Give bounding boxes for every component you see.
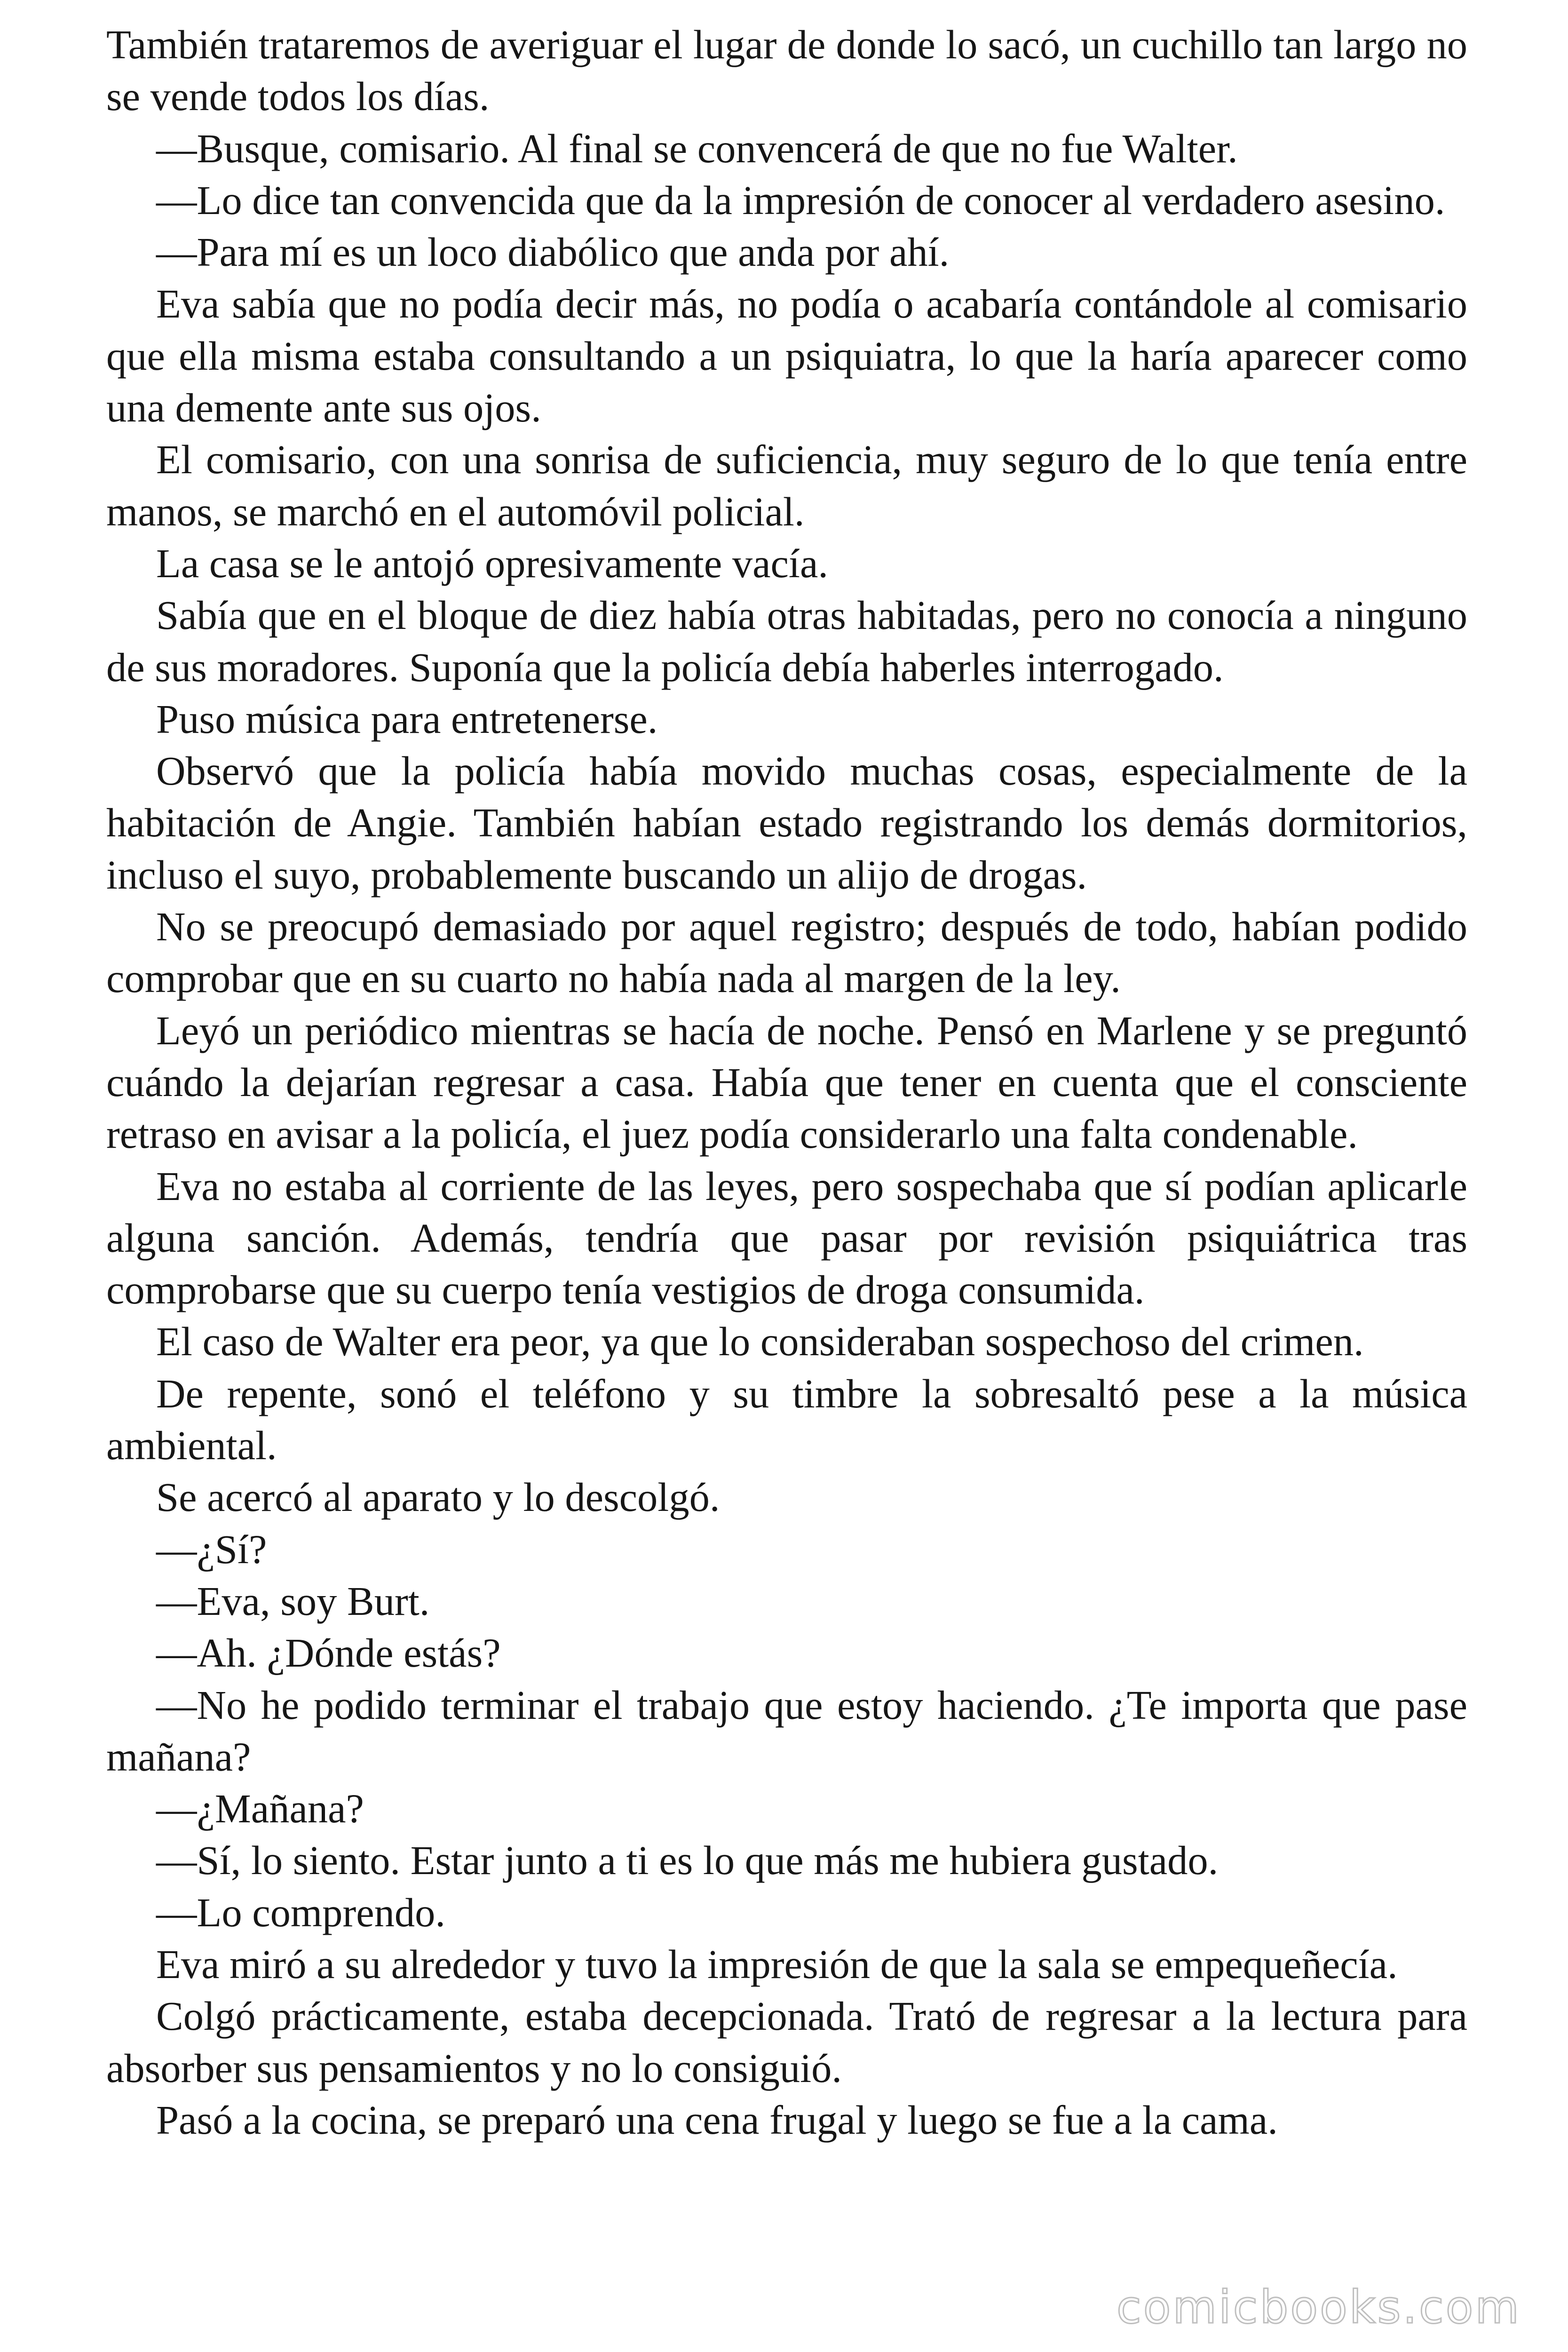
paragraph: La casa se le antojó opresivamente vacía. <box>156 540 828 586</box>
paragraph: Colgó prácticamente, estaba decepcionada. Trató de regresar a la lectura para absorber sus pensamientos y no lo consiguió. <box>106 1994 1467 2091</box>
paragraph: Observó que la policía había movido muchas cosas, especialmente de la habitación de Angie. También habían estado registrando los demás dormitorios, incluso el suyo, probablemente buscando un alijo de drogas. <box>106 748 1467 898</box>
paragraph: Eva miró a su alrededor y tuvo la impresión de que la sala se empequeñecía. <box>156 1941 1398 1987</box>
paragraph-dialogue: —Lo dice tan convencida que da la impresión de conocer al verdadero asesino. <box>156 177 1445 223</box>
paragraph-dialogue: —Sí, lo siento. Estar junto a ti es lo que más me hubiera gustado. <box>156 1838 1219 1883</box>
paragraph: Se acercó al aparato y lo descolgó. <box>156 1475 720 1520</box>
paragraph: Puso música para entretenerse. <box>156 696 658 742</box>
paragraph-last: Pasó a la cocina, se preparó una cena frugal y luego se fue a la cama. <box>156 2097 1278 2143</box>
paragraph-dialogue: —¿Sí? <box>156 1526 267 1572</box>
paragraph: Eva sabía que no podía decir más, no podía o acabaría contándole al comisario que ella misma estaba consultando a un psiquiatra, lo que la haría aparecer como una demente ante sus ojos. <box>106 281 1467 431</box>
paragraph-dialogue: —Para mí es un loco diabólico que anda por ahí. <box>156 230 950 275</box>
page-body <box>106 19 1467 2146</box>
paragraph-dialogue: —Busque, comisario. Al final se convencerá de que no fue Walter. <box>156 126 1238 171</box>
paragraph-dialogue: —Eva, soy Burt. <box>156 1578 430 1624</box>
watermark: comicbooks.com <box>1116 2281 1521 2334</box>
paragraph-dialogue: —Ah. ¿Dónde estás? <box>156 1630 501 1676</box>
paragraph: Sabía que en el bloque de diez había otras habitadas, pero no conocía a ninguno de sus moradores. Suponía que la policía debía haberles interrogado. <box>106 593 1467 690</box>
paragraph-dialogue: —¿Mañana? <box>156 1786 364 1832</box>
paragraph: De repente, sonó el teléfono y su timbre la sobresaltó pese a la música ambiental. <box>106 1371 1467 1469</box>
paragraph-dialogue: —Lo comprendo. <box>156 1890 445 1935</box>
paragraph: No se preocupó demasiado por aquel registro; después de todo, habían podido comprobar que en su cuarto no había nada al margen de la ley. <box>106 904 1467 1001</box>
paragraph-dialogue: —No he podido terminar el trabajo que estoy haciendo. ¿Te importa que pase mañana? <box>106 1682 1467 1780</box>
paragraph: Leyó un periódico mientras se hacía de noche. Pensó en Marlene y se preguntó cuándo la dejarían regresar a casa. Había que tener en cuenta que el consciente retraso en avisar a la policía, el juez podía considerarlo una falta condenable. <box>106 1008 1467 1157</box>
paragraph: El caso de Walter era peor, ya que lo consideraban sospechoso del crimen. <box>156 1319 1364 1365</box>
paragraph: El comisario, con una sonrisa de suficiencia, muy seguro de lo que tenía entre manos, se marchó en el automóvil policial. <box>106 437 1467 534</box>
paragraph: Eva no estaba al corriente de las leyes, pero sospechaba que sí podían aplicarle alguna sanción. Además, tendría que pasar por revisión psiquiátrica tras comprobarse que su cuerpo tenía vestigios de droga consumida. <box>106 1163 1467 1313</box>
paragraph-continuation: También trataremos de averiguar el lugar de donde lo sacó, un cuchillo tan largo no se vende todos los días. <box>106 22 1467 119</box>
